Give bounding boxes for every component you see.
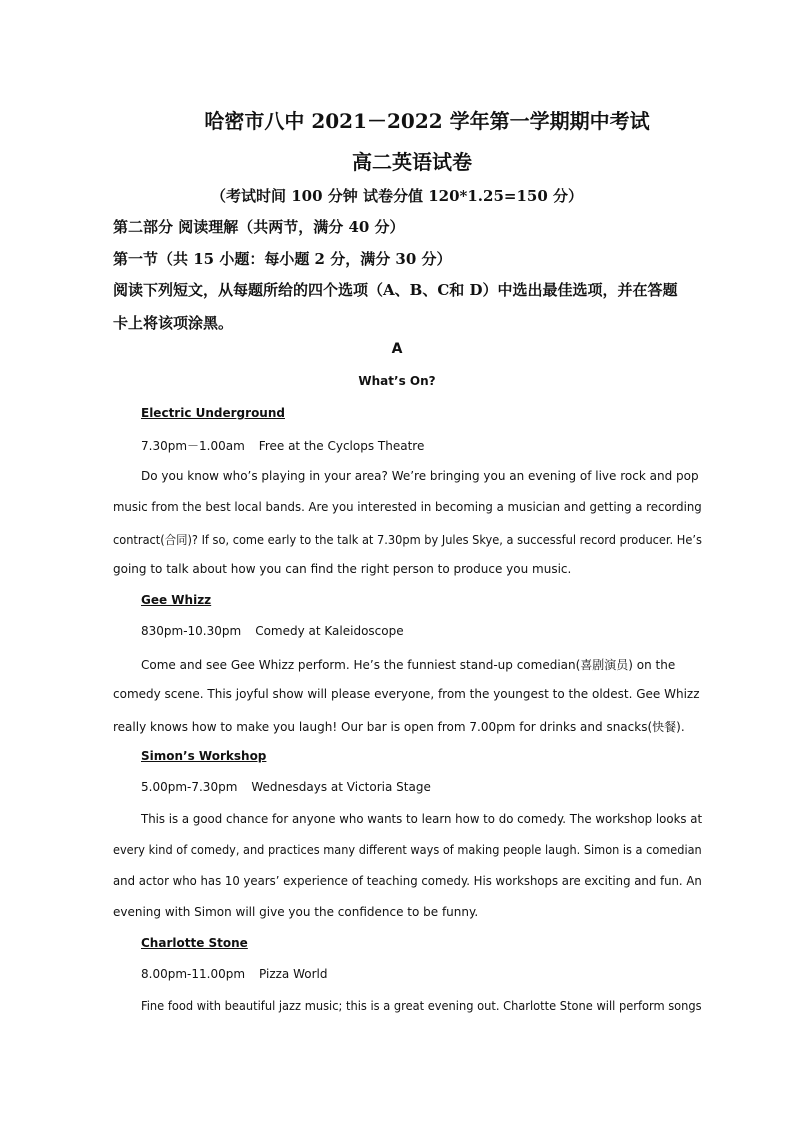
paragraph-line: Fine food with beautiful jazz music; this is a great evening out. Charlotte Stone will perform songs — [141, 999, 702, 1013]
event-title: Electric Underground — [141, 406, 285, 420]
instructions-line-2: 卡上将该项涂黑。 — [113, 314, 234, 332]
paragraph-line: Come and see Gee Whizz perform. He’s the funniest stand-up comedian(喜剧演员) on the — [141, 658, 676, 672]
instructions-line-1: 阅读下列短文，从每题所给的四个选项（A、B、C和 D）中选出最佳选项，并在答题 — [113, 281, 678, 299]
paragraph-line: going to talk about how you can find the right person to produce you music. — [113, 562, 572, 576]
passage-label: A — [391, 341, 403, 357]
event-title: Charlotte Stone — [141, 936, 248, 950]
event-time-row — [141, 967, 327, 981]
exam-info: （考试时间 100 分钟 试卷分值 120*1.25=150 分） — [211, 187, 583, 205]
event-place: Free at the Cyclops Theatre — [258, 439, 425, 453]
event-place: Wednesdays at Victoria Stage — [251, 780, 431, 794]
paragraph-line: Do you know who’s playing in your area? We’re bringing you an evening of live rock and pop — [141, 469, 699, 483]
paragraph-line: comedy scene. This joyful show will please everyone, from the youngest to the oldest. Gee Whizz — [113, 687, 700, 701]
event-time: 830pm-10.30pm — [141, 624, 242, 638]
exam-title: 哈密市八中 2021－2022 学年第一学期期中考试 — [204, 109, 650, 133]
event-time-row — [141, 624, 404, 638]
event-time: 5.00pm-7.30pm — [141, 780, 238, 794]
event-time-row — [141, 780, 431, 794]
paragraph-line: really knows how to make you laugh! Our bar is open from 7.00pm for drinks and snacks(快餐). — [113, 720, 685, 734]
event-title: Simon’s Workshop — [141, 749, 267, 763]
passage-heading: What’s On? — [358, 374, 436, 388]
exam-subtitle: 高二英语试卷 — [352, 150, 472, 174]
part-heading: 第二部分 阅读理解（共两节，满分 40 分） — [113, 218, 405, 236]
event-place: Pizza World — [259, 967, 328, 981]
event-time: 7.30pm－1.00am — [141, 439, 245, 453]
paragraph-line: every kind of comedy, and practices many different ways of making people laugh. Simon is a comedian — [113, 843, 702, 857]
paragraph-line: music from the best local bands. Are you interested in becoming a musician and getting a recording — [113, 500, 702, 514]
section-heading: 第一节（共 15 小题：每小题 2 分，满分 30 分） — [113, 250, 452, 268]
paragraph-line: contract(合同)? If so, come early to the talk at 7.30pm by Jules Skye, a successful record producer. He’s — [113, 533, 702, 547]
paragraph-line: and actor who has 10 years’ experience of teaching comedy. His workshops are exciting and fun. An — [113, 874, 702, 888]
event-time: 8.00pm-11.00pm — [141, 967, 246, 981]
paragraph-line: evening with Simon will give you the confidence to be funny. — [113, 905, 479, 919]
event-place: Comedy at Kaleidoscope — [255, 624, 404, 638]
event-title: Gee Whizz — [141, 593, 212, 607]
paragraph-line: This is a good chance for anyone who wants to learn how to do comedy. The workshop looks at — [141, 812, 703, 826]
event-time-row — [141, 437, 424, 454]
